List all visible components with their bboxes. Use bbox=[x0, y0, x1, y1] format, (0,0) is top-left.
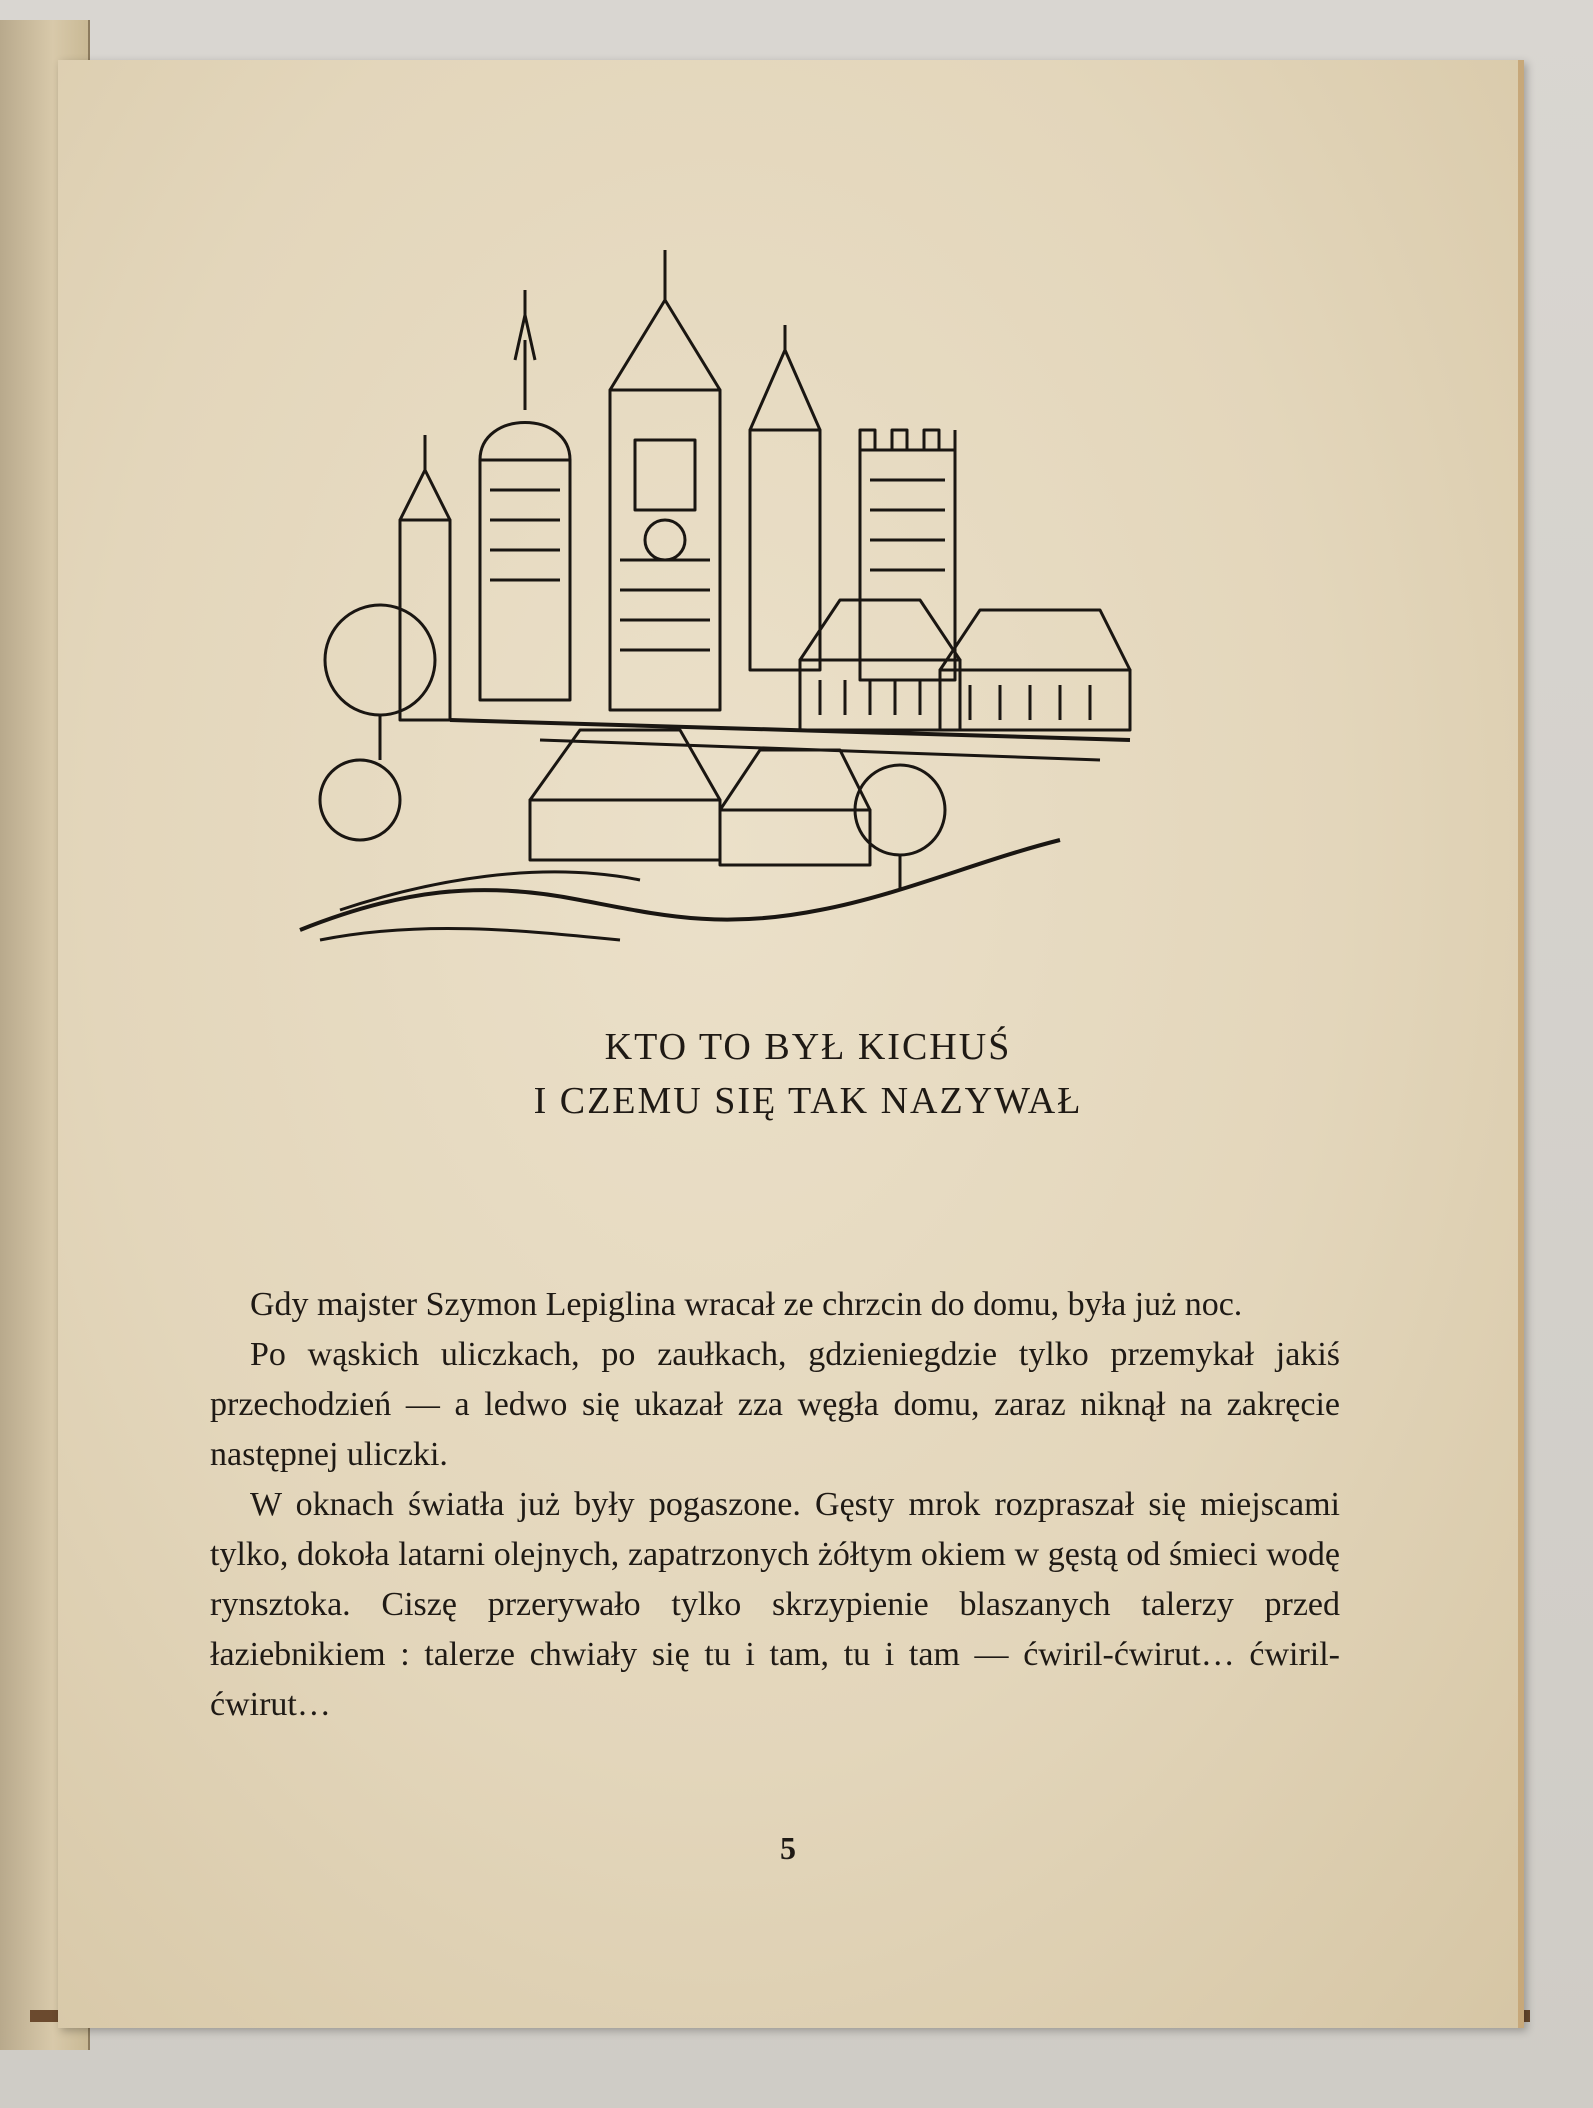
paragraph: Gdy majster Szymon Lepiglina wracał ze chrzcin do domu, była już noc. bbox=[250, 1286, 1243, 1323]
page-number: 5 bbox=[780, 1830, 796, 1866]
chapter-title-line-1: KTO TO BYŁ KICHUŚ bbox=[604, 1026, 1012, 1068]
castle-illustration-icon bbox=[280, 240, 1240, 960]
chapter-title-line-2: I CZEMU SIĘ TAK NAZYWAŁ bbox=[533, 1080, 1083, 1122]
paragraph: W oknach światła już były pogaszone. Gęsty mrok rozpraszał się miejscami tylko, dokoła latarni olejnych, zapatrzonych żółtym okiem w gęstą od śmieci wodę rynsztoka. Ciszę przerywało tylko skrzypienie blaszanych talerzy przed łaziebnikiem : talerze chwiały się tu i tam, tu i tam — ćwiril-ćwirut… ćwiril-ćwirut… bbox=[210, 1486, 1340, 1723]
paragraph: Po wąskich uliczkach, po zaułkach, gdzieniegdzie tylko przemykał jakiś przechodzień — a ledwo się ukazał zza węgła domu, zaraz niknął na zakręcie następnej uliczki. bbox=[210, 1336, 1340, 1473]
chapter-body bbox=[210, 1280, 1340, 1730]
chapter-title bbox=[308, 1020, 1308, 1128]
book-page bbox=[58, 60, 1524, 2028]
